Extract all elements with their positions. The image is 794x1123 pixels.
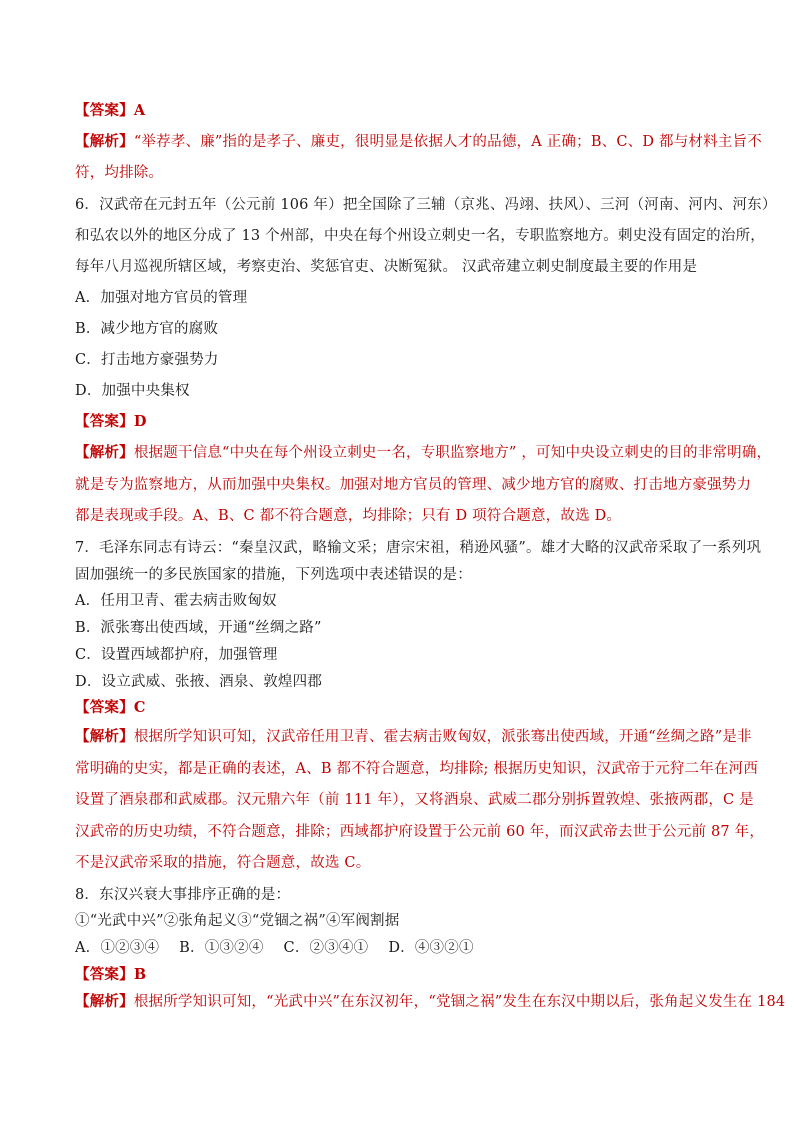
q6-stem-line-3: 每年八月巡视所辖区域，考察吏治、奖惩官吏、决断冤狱。 汉武帝建立刺史制度最主要的作用是: [75, 259, 698, 275]
q8-stem-line-1: 8．东汉兴衰大事排序正确的是：: [75, 887, 291, 903]
q7-stem-line-2: 固加强统一的多民族国家的措施，下列选项中表述错误的是：: [75, 567, 472, 583]
q7-option-d: D．设立武威、张掖、酒泉、敦煌四郡: [75, 674, 323, 690]
q7-option-c: C．设置西域都护府，加强管理: [75, 647, 278, 663]
q7-option-b: B．派张骞出使西域，开通“丝绸之路”: [75, 620, 322, 636]
q8-option-d: D．④③②①: [388, 940, 474, 956]
q6-option-b: B．减少地方官的腐败: [75, 321, 219, 337]
q6-analysis-line-1: 【解析】根据题干信息“中央在每个州设立刺史一名，专职监察地方” ，可知中央设立刺史的目的非常明确，: [75, 444, 772, 461]
q5-analysis-line-1: 【解析】“举荐孝、廉”指的是孝子、廉吏，很明显是依据人才的品德，A 正确；B、C、D 都与材料主旨不: [75, 133, 762, 150]
q8-stem-line-2: ①“光武中兴”②张角起义③“党锢之祸”④军阀割据: [75, 913, 400, 929]
q8-option-c: C．②③④①: [283, 940, 369, 956]
q7-answer: 【答案】C: [75, 699, 146, 716]
q7-analysis-line-2: 常明确的史实，都是正确的表述，A、B 都不符合题意，均排除; 根据历史知识，汉武帝于元狩二年在河西: [75, 761, 759, 777]
q7-analysis-line-5: 不是汉武帝采取的措施，符合题意，故选 C。: [75, 855, 371, 871]
q6-stem-line-2: 和弘农以外的地区分成了 13 个州部，中央在每个州设立刺史一名，专职监察地方。刺史没有固定的治所，: [75, 228, 765, 244]
q5-answer: 【答案】A: [75, 102, 146, 119]
q8-option-b: B．①③②④: [179, 940, 264, 956]
q7-analysis-line-3: 设置了酒泉郡和武威郡。汉元鼎六年（前 111 年），又将酒泉、武威二郡分别拆置敦煌、张掖两郡，C 是: [75, 792, 754, 808]
q8-option-a: A．①②③④: [75, 940, 160, 956]
q7-analysis-line-1: 【解析】根据所学知识可知，汉武帝任用卫青、霍去病击败匈奴，派张骞出使西域，开通“丝绸之路”是非: [75, 728, 752, 745]
q6-option-d: D．加强中央集权: [75, 383, 190, 399]
q6-analysis-line-3: 都是表现或手段。A、B、C 都不符合题意，均排除；只有 D 项符合题意，故选 D。: [75, 508, 622, 524]
q6-stem-line-1: 6．汉武帝在元封五年（公元前 106 年）把全国除了三辅（京兆、冯翊、扶风）、三河（河南、河内、河东）: [75, 197, 777, 213]
q8-analysis-line-1: 【解析】根据所学知识可知，“光武中兴”在东汉初年，“党锢之祸”发生在东汉中期以后，张角起义发生在 184: [75, 993, 786, 1010]
q6-analysis-line-2: 就是专为监察地方，从而加强中央集权。加强对地方官员的管理、减少地方官的腐败、打击地方豪强势力: [75, 477, 752, 493]
q7-analysis-line-4: 汉武帝的历史功绩，不符合题意，排除；西域都护府设置于公元前 60 年，而汉武帝去世于公元前 87 年，: [75, 824, 765, 840]
q6-answer: 【答案】D: [75, 413, 147, 430]
q5-analysis-line-2: 符，均排除。: [75, 165, 164, 181]
q8-answer: 【答案】B: [75, 966, 147, 983]
q7-option-a: A．任用卫青、霍去病击败匈奴: [75, 593, 277, 609]
q6-option-a: A．加强对地方官员的管理: [75, 290, 248, 306]
q7-stem-line-1: 7．毛泽东同志有诗云：“秦皇汉武，略输文采；唐宗宋祖，稍逊风骚”。雄才大略的汉武帝采取了一系列巩: [75, 540, 762, 556]
q6-option-c: C．打击地方豪强势力: [75, 352, 219, 368]
q8-options: [75, 938, 724, 958]
